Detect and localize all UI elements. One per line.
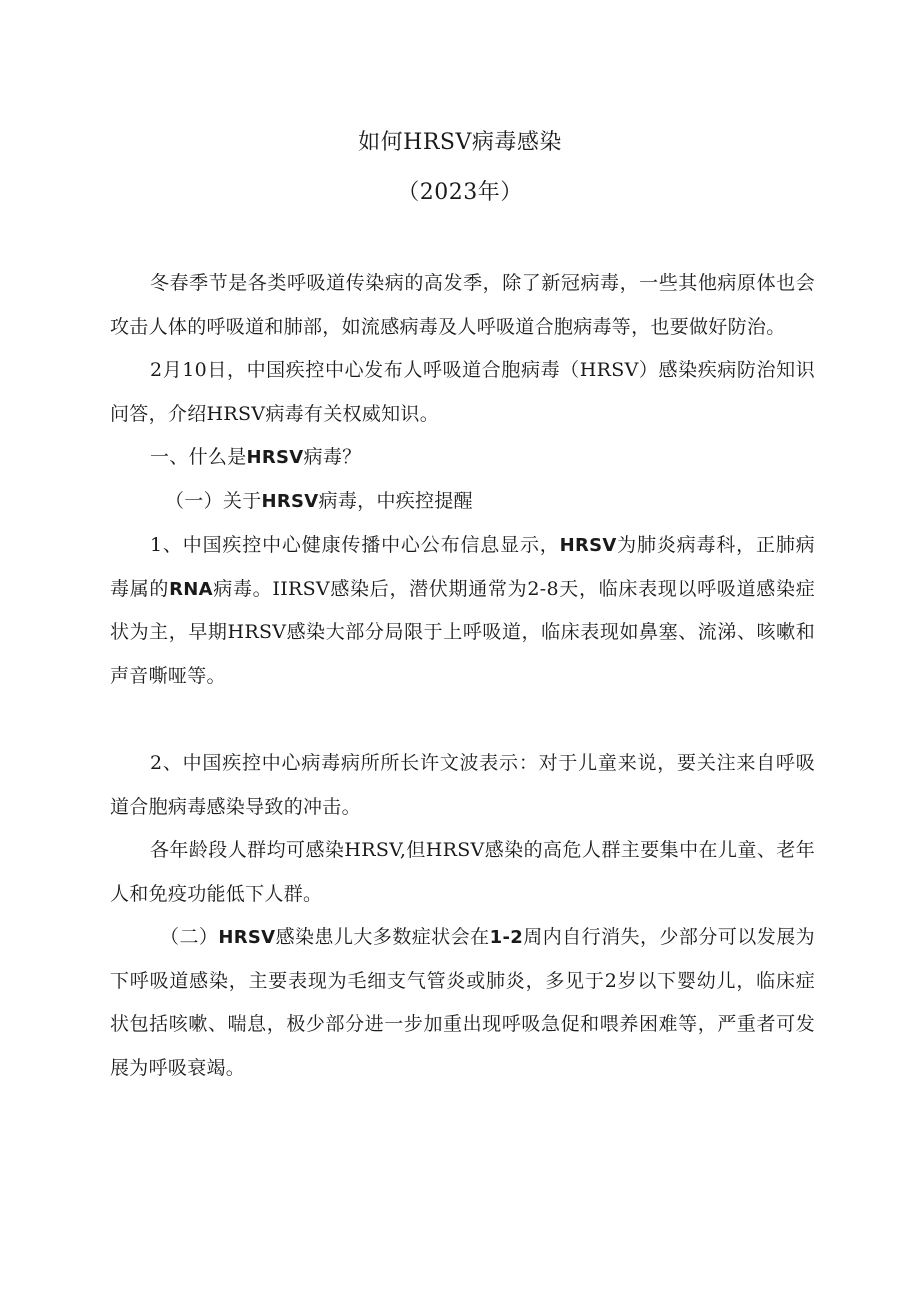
paragraph-section-2-e: 周内自行消失，少部分可以发展为下呼吸道感染，主要表现为毛细支气管炎或肺炎，多见于2岁以下婴幼儿，临床症状包括咳嗽、喘息，极少部分进一步加重出现呼吸急促和喂养困难等，严重者可发展为呼吸衰竭。 (110, 926, 815, 1079)
paragraph-section-2 (110, 916, 815, 1090)
section-heading-1 (150, 436, 361, 480)
paragraph-section-2-d: 1-2 (489, 927, 524, 948)
paragraph-item-1 (110, 524, 815, 698)
subsection-heading-1 (165, 480, 473, 524)
paragraph-risk-groups: 各年龄段人群均可感染HRSV,但HRSV感染的高危人群主要集中在儿童、老年人和免疫功能低下人群。 (110, 839, 815, 905)
paragraph-item-1-b: HRSV (559, 535, 617, 556)
section-heading-1-suffix: 病毒？ (303, 446, 362, 468)
subsection-heading-1-suffix: 病毒，中疾控提醒 (318, 490, 473, 512)
document-title: 如何HRSV病毒感染 (358, 130, 562, 155)
paragraph-intro: 冬春季节是各类呼吸道传染病的高发季，除了新冠病毒，一些其他病原体也会攻击人体的呼吸道和肺部，如流感病毒及人呼吸道合胞病毒等，也要做好防治。 (110, 272, 815, 338)
subsection-heading-1-bold: HRSV (261, 491, 319, 512)
section-heading-1-bold: HRSV (246, 447, 304, 468)
paragraph-section-2-a: （二） (160, 926, 219, 948)
paragraph-item-1-c: 为肺炎病毒科，正肺病毒属的 (110, 534, 815, 600)
paragraph-announcement: 2月10日，中国疾控中心发布人呼吸道合胞病毒（HRSV）感染疾病防治知识问答，介绍HRSV病毒有关权威知识。 (110, 359, 815, 425)
paragraph-item-1-a: 1、中国疾控中心健康传播中心公布信息显示， (150, 534, 560, 556)
section-heading-1-prefix: 一、什么是 (150, 446, 247, 468)
paragraph-section-2-c: 感染患儿大多数症状会在 (275, 926, 490, 948)
paragraph-item-2: 2、中国疾控中心病毒病所所长许文波表示：对于儿童来说，要关注来自呼吸道合胞病毒感染导致的冲击。 (110, 752, 815, 818)
paragraph-section-2-b: HRSV (218, 927, 276, 948)
paragraph-item-1-d: RNA (169, 578, 213, 600)
document-year: （2023年） (397, 180, 523, 205)
subsection-heading-1-prefix: （一）关于 (165, 490, 262, 512)
paragraph-item-1-e: 病毒。IIRSV感染后，潜伏期通常为2-8天，临床表现以呼吸道感染症状为主，早期HRSV感染大部分局限于上呼吸道，临床表现如鼻塞、流涕、咳嗽和声音嘶哑等。 (110, 577, 815, 687)
